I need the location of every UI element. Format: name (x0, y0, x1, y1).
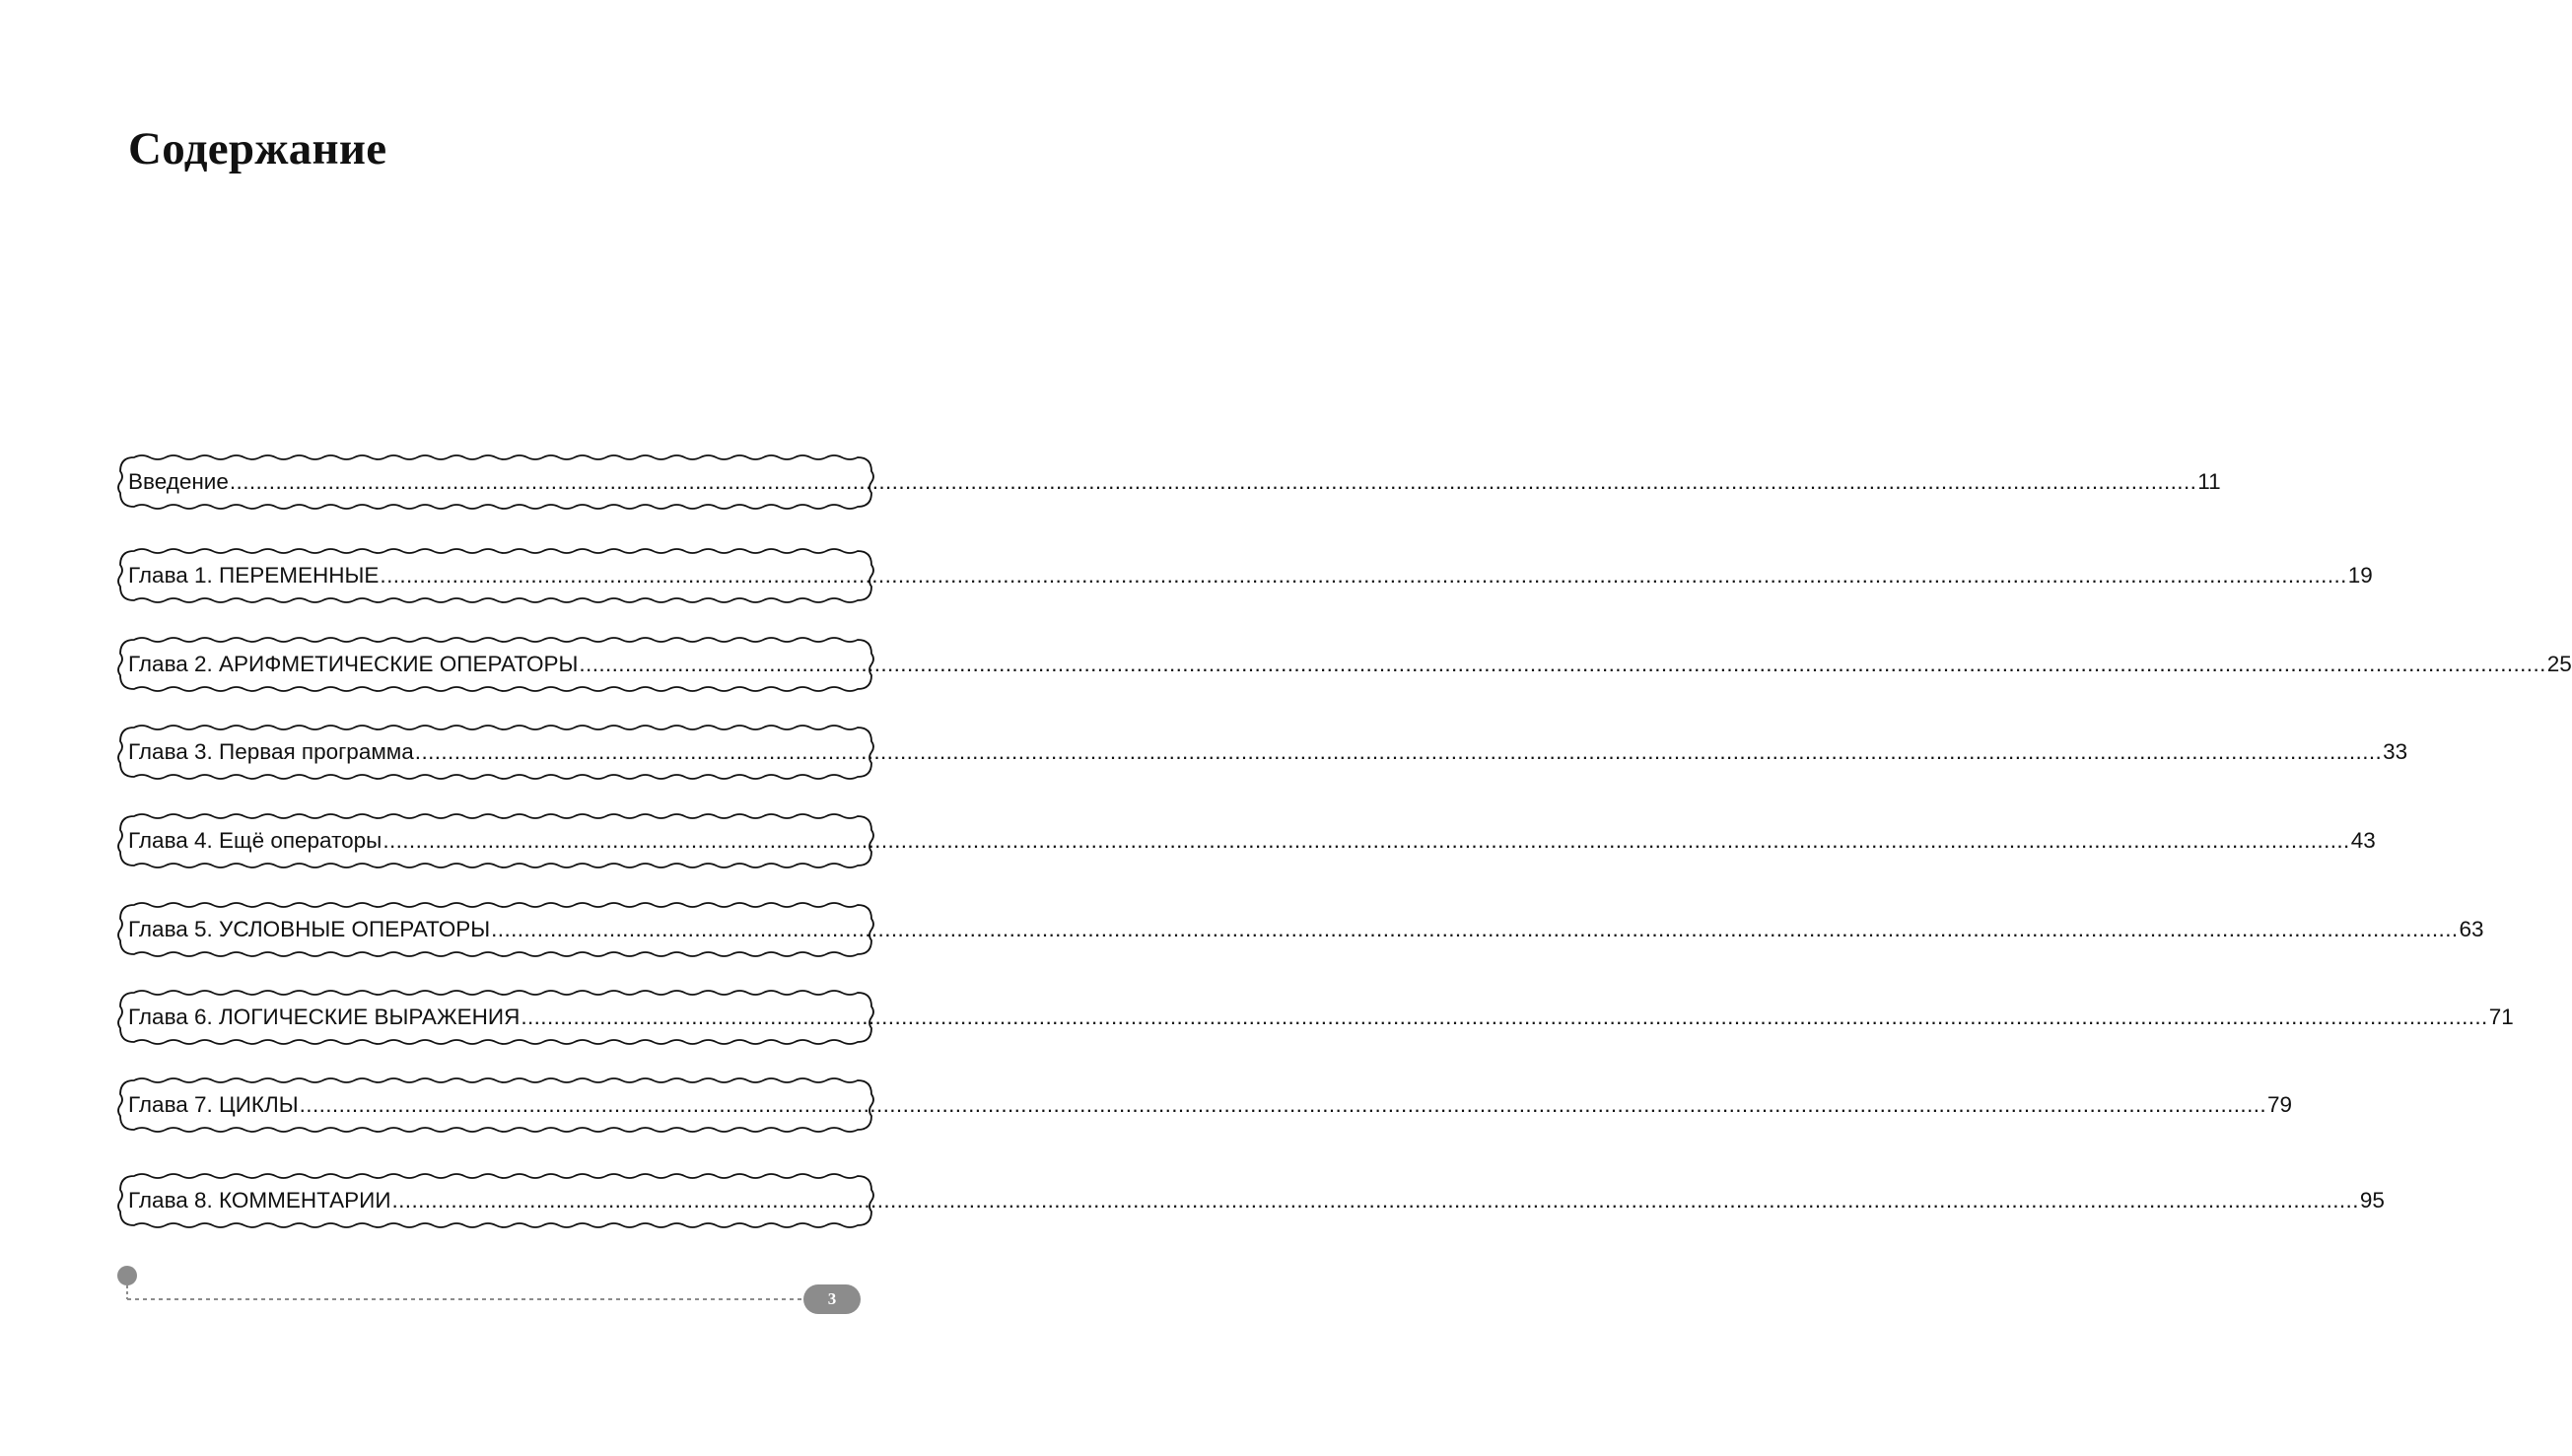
toc-entry-chapter-5[interactable] (114, 897, 2484, 962)
toc-entry-label: Введение (128, 469, 229, 494)
dot-leader: ............................................................................................................................................................................................................................................................................................................ (391, 1188, 2359, 1213)
toc-entry-label: Глава 4. Ещё операторы (128, 828, 382, 853)
dot-leader: ............................................................................................................................................................................................................................................................................................................ (380, 563, 2347, 588)
toc-entry-chapter-8[interactable] (114, 1168, 2385, 1233)
toc-entry-page: 11 (2197, 469, 2221, 494)
toc-entry-chapter-4[interactable] (114, 808, 2376, 873)
toc-entry-page: 43 (2350, 828, 2376, 853)
toc-entry-chapter-7[interactable] (114, 1073, 2293, 1138)
toc-entry-label: Глава 7. ЦИКЛЫ (128, 1092, 299, 1117)
toc-entry-label: Глава 8. КОММЕНТАРИИ (128, 1188, 391, 1213)
page-number-badge: 3 (803, 1284, 861, 1314)
toc-entry-label: Глава 2. АРИФМЕТИЧЕСКИЕ ОПЕРАТОРЫ (128, 652, 579, 676)
dot-leader: ............................................................................................................................................................................................................................................................................................................ (299, 1092, 2267, 1117)
toc-entry-label: Глава 3. Первая программа (128, 739, 414, 764)
toc-entry-page: 33 (2383, 739, 2408, 764)
dot-leader: ............................................................................................................................................................................................................................................................................................................ (382, 828, 2350, 853)
toc-entry-page: 63 (2459, 917, 2484, 941)
toc-entry-chapter-3[interactable] (114, 720, 2408, 785)
toc-entry-page: 25 (2546, 652, 2572, 676)
footer-dot-icon (117, 1266, 137, 1285)
toc-entry-page: 19 (2347, 563, 2373, 588)
dot-leader: ............................................................................................................................................................................................................................................................................................................ (491, 917, 2459, 941)
toc-entry-page: 95 (2359, 1188, 2385, 1213)
dot-leader: ............................................................................................................................................................................................................................................................................................................ (229, 469, 2197, 494)
footer-decoration (116, 1264, 866, 1315)
toc-entry-chapter-2[interactable] (114, 632, 2572, 697)
toc-entry-label: Глава 6. ЛОГИЧЕСКИЕ ВЫРАЖЕНИЯ (128, 1005, 521, 1029)
toc-entry-chapter-6[interactable] (114, 985, 2514, 1050)
dot-leader: ............................................................................................................................................................................................................................................................................................................ (414, 739, 2383, 764)
toc-entry-page: 71 (2488, 1005, 2514, 1029)
toc-entry-page: 79 (2267, 1092, 2293, 1117)
dot-leader: ............................................................................................................................................................................................................................................................................................................ (579, 652, 2546, 676)
toc-entry-chapter-1[interactable] (114, 543, 2373, 608)
page-footer (116, 1264, 866, 1315)
dot-leader: ............................................................................................................................................................................................................................................................................................................ (521, 1005, 2488, 1029)
toc-entry-label: Глава 1. ПЕРЕМЕННЫЕ (128, 563, 380, 588)
toc-entry-introduction[interactable] (114, 450, 2221, 515)
page-title: Содержание (128, 123, 387, 174)
toc-entry-label: Глава 5. УСЛОВНЫЕ ОПЕРАТОРЫ (128, 917, 491, 941)
